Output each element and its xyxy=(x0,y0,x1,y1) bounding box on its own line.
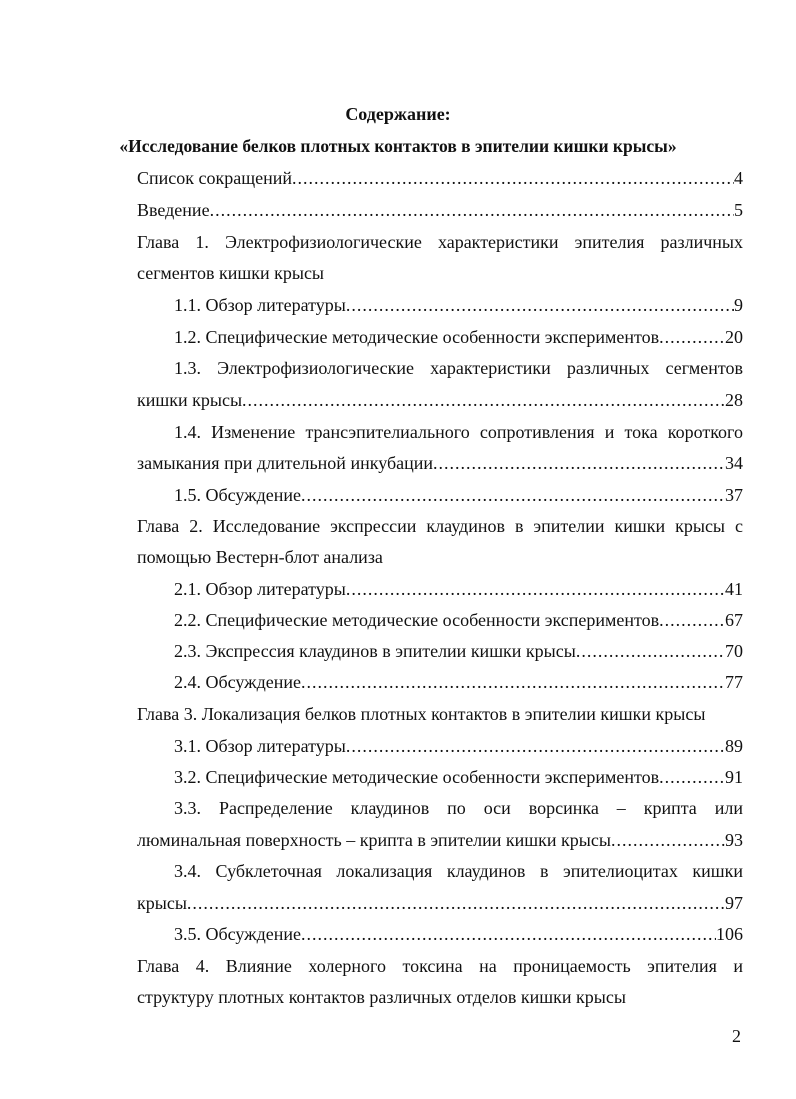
toc-entry-3-2 xyxy=(174,766,743,788)
page-ref: 93 xyxy=(725,830,743,850)
entry-title: Список сокращений xyxy=(137,168,292,188)
page-ref: 5 xyxy=(734,200,743,220)
dot-leader xyxy=(187,892,725,914)
toc-entry-1-2 xyxy=(174,326,743,348)
entry-title: 2.4. Обсуждение xyxy=(174,672,302,692)
dot-leader xyxy=(292,167,734,189)
entry-title: 2.1. Обзор литературы xyxy=(174,579,346,599)
toc-entry-3-1 xyxy=(174,735,743,757)
chapter-3-title: Глава 3. Локализация белков плотных контактов в эпителии кишки крысы xyxy=(137,704,706,724)
page-number: 2 xyxy=(732,1026,741,1046)
dot-leader xyxy=(301,484,725,506)
toc-entry-1-4-line-1: 1.4. Изменение трансэпителиального сопротивления и тока короткого xyxy=(174,422,743,442)
dot-leader xyxy=(659,766,725,788)
toc-entry-3-5 xyxy=(174,923,743,945)
toc-entry-2-2 xyxy=(174,609,743,631)
page-ref: 106 xyxy=(716,924,743,944)
dot-leader xyxy=(659,326,725,348)
page-ref: 91 xyxy=(725,767,743,787)
page-ref: 34 xyxy=(725,453,743,473)
entry-title: 1.5. Обсуждение xyxy=(174,485,302,505)
entry-title: 1.1. Обзор литературы xyxy=(174,295,346,315)
chapter-2-title-line-1: Глава 2. Исследование экспрессии клаудинов в эпителии кишки крысы с xyxy=(137,516,743,536)
page-ref: 77 xyxy=(725,672,743,692)
entry-title: Введение xyxy=(137,200,210,220)
toc-heading: Содержание: xyxy=(345,104,451,124)
chapter-1-title-line-2: сегментов кишки крысы xyxy=(137,263,325,283)
chapter-2-title-line-2: помощью Вестерн-блот анализа xyxy=(137,547,383,567)
page-ref: 4 xyxy=(734,168,743,188)
entry-title: 3.5. Обсуждение xyxy=(174,924,302,944)
page-ref: 67 xyxy=(725,610,743,630)
toc-entry-1-3-line-2 xyxy=(137,389,743,411)
dot-leader xyxy=(210,199,734,221)
page-ref: 37 xyxy=(725,485,743,505)
toc-entry-2-3 xyxy=(174,640,743,662)
chapter-4-title-line-2: структуру плотных контактов различных отделов кишки крысы xyxy=(137,987,626,1007)
entry-title: 2.2. Специфические методические особенности экспериментов xyxy=(174,610,660,630)
entry-title: кишки крысы xyxy=(137,390,243,410)
toc-entry-abbreviations xyxy=(137,167,743,189)
dot-leader xyxy=(346,578,725,600)
toc-entry-1-5 xyxy=(174,484,743,506)
dot-leader xyxy=(301,671,725,693)
toc-entry-2-1 xyxy=(174,578,743,600)
entry-title: крысы xyxy=(137,893,187,913)
dot-leader xyxy=(576,640,725,662)
toc-entry-1-3-line-1: 1.3. Электрофизиологические характеристики различных сегментов xyxy=(174,358,743,378)
entry-title: 3.2. Специфические методические особенности экспериментов xyxy=(174,767,660,787)
entry-title: 3.1. Обзор литературы xyxy=(174,736,346,756)
page-ref: 41 xyxy=(725,579,743,599)
dot-leader xyxy=(346,735,725,757)
page-ref: 20 xyxy=(725,327,743,347)
dot-leader xyxy=(611,829,725,851)
dot-leader xyxy=(242,389,725,411)
toc-entry-introduction xyxy=(137,199,743,221)
chapter-4-title-line-1: Глава 4. Влияние холерного токсина на проницаемость эпителия и xyxy=(137,956,743,976)
toc-entry-3-3-line-2 xyxy=(137,829,743,851)
entry-title: 1.2. Специфические методические особенности экспериментов xyxy=(174,327,660,347)
thesis-title: «Исследование белков плотных контактов в эпителии кишки крысы» xyxy=(119,136,677,156)
toc-entry-2-4 xyxy=(174,671,743,693)
page-ref: 9 xyxy=(734,295,743,315)
toc-entry-1-4-line-2 xyxy=(137,452,743,474)
entry-title: 2.3. Экспрессия клаудинов в эпителии кишки крысы xyxy=(174,641,576,661)
toc-entry-1-1 xyxy=(174,294,743,316)
dot-leader xyxy=(659,609,725,631)
toc-entry-3-3-line-1: 3.3. Распределение клаудинов по оси ворсинка – крипта или xyxy=(174,798,743,818)
entry-title: люминальная поверхность – крипта в эпителии кишки крысы xyxy=(137,830,611,850)
dot-leader xyxy=(346,294,734,316)
toc-entry-3-4-line-2 xyxy=(137,892,743,914)
entry-title: замыкания при длительной инкубации xyxy=(137,453,434,473)
dot-leader xyxy=(301,923,716,945)
page-ref: 70 xyxy=(725,641,743,661)
chapter-1-title-line-1: Глава 1. Электрофизиологические характеристики эпителия различных xyxy=(137,232,743,252)
page-ref: 28 xyxy=(725,390,743,410)
page-ref: 97 xyxy=(725,893,743,913)
toc-entry-3-4-line-1: 3.4. Субклеточная локализация клаудинов в эпителиоцитах кишки xyxy=(174,861,743,881)
page-ref: 89 xyxy=(725,736,743,756)
dot-leader xyxy=(433,452,725,474)
